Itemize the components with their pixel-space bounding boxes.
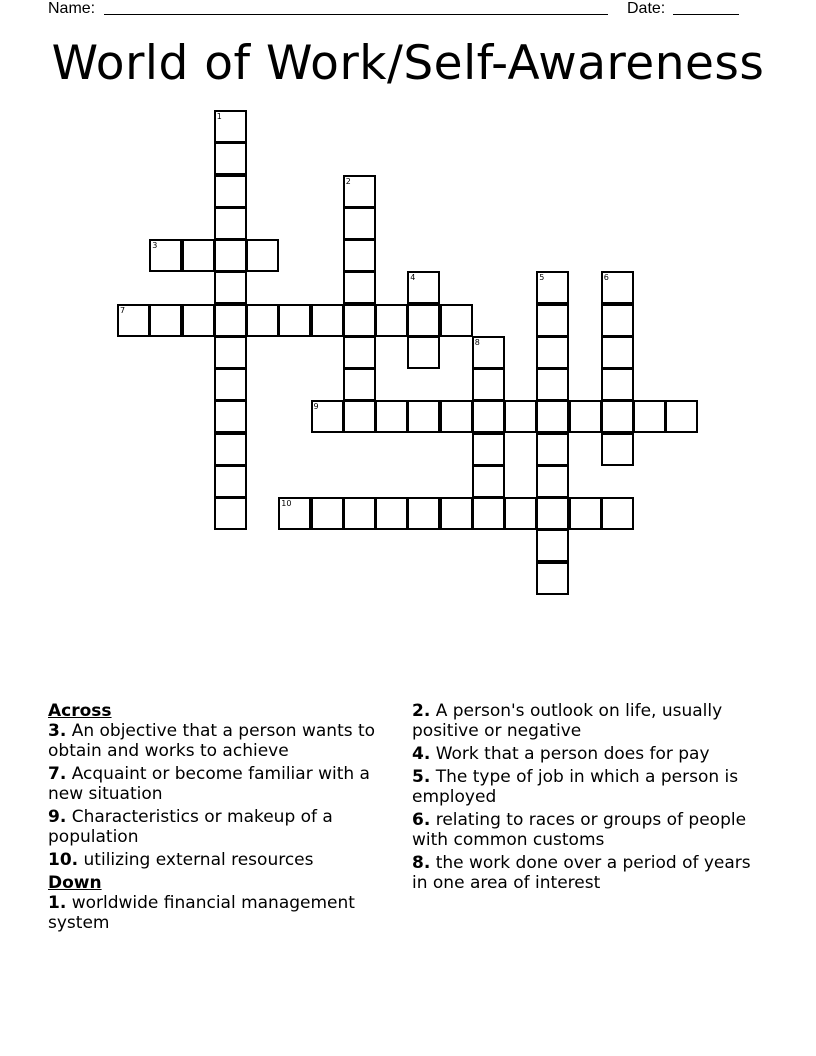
clue-number: 5 xyxy=(539,273,545,283)
clue-number: 2 xyxy=(345,176,351,186)
grid-cell[interactable] xyxy=(536,562,569,595)
grid-cell[interactable] xyxy=(311,304,344,337)
grid-cell[interactable] xyxy=(214,400,247,433)
grid-cell[interactable] xyxy=(343,497,376,530)
grid-cell[interactable] xyxy=(343,239,376,272)
clue-across-10: 10. utilizing external resources xyxy=(48,850,314,870)
grid-cell[interactable] xyxy=(536,336,569,369)
grid-cell[interactable] xyxy=(569,497,602,530)
grid-cell[interactable] xyxy=(182,239,215,272)
grid-cell[interactable] xyxy=(214,142,247,175)
grid-cell[interactable] xyxy=(536,400,569,433)
clue-number: 8 xyxy=(474,337,480,347)
clue-number: 6 xyxy=(603,273,609,283)
clue-down-2: 2. A person's outlook on life, usually positive or negative xyxy=(412,701,723,741)
grid-cell[interactable] xyxy=(214,433,247,466)
across-clue-list xyxy=(48,721,388,870)
grid-cell[interactable] xyxy=(569,400,602,433)
grid-cell[interactable] xyxy=(214,368,247,401)
clue-down-4: 4. Work that a person does for pay xyxy=(412,744,710,764)
clue-down-1: 1. worldwide financial management system xyxy=(48,893,355,933)
grid-cell[interactable] xyxy=(536,529,569,562)
grid-cell[interactable] xyxy=(472,400,505,433)
grid-cell[interactable] xyxy=(601,336,634,369)
grid-cell[interactable] xyxy=(214,110,247,143)
grid-cell[interactable] xyxy=(375,497,408,530)
across-heading: Across xyxy=(48,701,112,721)
clue-down-5: 5. The type of job in which a person is employed xyxy=(412,767,739,807)
grid-cell[interactable] xyxy=(375,400,408,433)
grid-cell[interactable] xyxy=(440,400,473,433)
grid-cell[interactable] xyxy=(343,368,376,401)
grid-cell[interactable] xyxy=(214,239,247,272)
grid-cell[interactable] xyxy=(601,368,634,401)
grid-cell[interactable] xyxy=(343,304,376,337)
grid-cell[interactable] xyxy=(536,368,569,401)
grid-cell[interactable] xyxy=(504,497,537,530)
grid-cell[interactable] xyxy=(214,271,247,304)
grid-cell[interactable] xyxy=(214,175,247,208)
grid-cell[interactable] xyxy=(601,497,634,530)
grid-cell[interactable] xyxy=(472,336,505,369)
grid-cell[interactable] xyxy=(214,336,247,369)
grid-cell[interactable] xyxy=(311,400,344,433)
grid-cell[interactable] xyxy=(536,304,569,337)
clue-number: 7 xyxy=(120,305,126,315)
grid-cell[interactable] xyxy=(536,497,569,530)
grid-cell[interactable] xyxy=(504,400,537,433)
down-heading: Down xyxy=(48,873,102,893)
clue-across-7: 7. Acquaint or become familiar with a new situation xyxy=(48,764,370,804)
grid-cell[interactable] xyxy=(407,336,440,369)
clue-across-3: 3. An objective that a person wants to obtain and works to achieve xyxy=(48,721,376,761)
clue-down-6: 6. relating to races or groups of people with common customs xyxy=(412,810,747,850)
grid-cell[interactable] xyxy=(214,465,247,498)
grid-cell[interactable] xyxy=(665,400,698,433)
clue-across-9: 9. Characteristics or makeup of a population xyxy=(48,807,333,847)
clues-left-column xyxy=(48,701,388,936)
grid-cell[interactable] xyxy=(536,433,569,466)
clues-right-column xyxy=(412,701,762,896)
grid-cell[interactable] xyxy=(601,400,634,433)
grid-cell[interactable] xyxy=(472,368,505,401)
grid-cell[interactable] xyxy=(246,304,279,337)
grid-cell[interactable] xyxy=(601,271,634,304)
grid-cell[interactable] xyxy=(246,239,279,272)
grid-cell[interactable] xyxy=(343,175,376,208)
grid-cell[interactable] xyxy=(182,304,215,337)
grid-cell[interactable] xyxy=(407,271,440,304)
grid-cell[interactable] xyxy=(407,497,440,530)
grid-cell[interactable] xyxy=(472,433,505,466)
grid-cell[interactable] xyxy=(311,497,344,530)
grid-cell[interactable] xyxy=(440,497,473,530)
grid-cell[interactable] xyxy=(536,271,569,304)
grid-cell[interactable] xyxy=(214,207,247,240)
grid-cell[interactable] xyxy=(149,304,182,337)
date-label: Date: xyxy=(627,0,666,17)
grid-cell[interactable] xyxy=(440,304,473,337)
grid-cell[interactable] xyxy=(149,239,182,272)
grid-cell[interactable] xyxy=(343,271,376,304)
name-label: Name: xyxy=(48,0,96,17)
grid-cell[interactable] xyxy=(536,465,569,498)
grid-cell[interactable] xyxy=(472,497,505,530)
clue-number: 9 xyxy=(313,402,319,412)
grid-cell[interactable] xyxy=(343,207,376,240)
grid-cell[interactable] xyxy=(407,400,440,433)
grid-cell[interactable] xyxy=(343,336,376,369)
clue-number: 1 xyxy=(216,112,222,121)
clue-down-8: 8. the work done over a period of years in one area of interest xyxy=(412,853,751,893)
grid-cell[interactable] xyxy=(278,497,311,530)
grid-cell[interactable] xyxy=(214,497,247,530)
grid-cell[interactable] xyxy=(601,304,634,337)
grid-cell[interactable] xyxy=(278,304,311,337)
clue-number: 10 xyxy=(281,499,292,508)
grid-cell[interactable] xyxy=(633,400,666,433)
grid-cell[interactable] xyxy=(601,433,634,466)
puzzle-title: World of Work/Self-Awareness xyxy=(51,36,765,91)
grid-cell[interactable] xyxy=(343,400,376,433)
grid-cell[interactable] xyxy=(472,465,505,498)
grid-cell[interactable] xyxy=(375,304,408,337)
grid-cell[interactable] xyxy=(214,304,247,337)
clue-number: 3 xyxy=(152,241,158,250)
grid-cell[interactable] xyxy=(407,304,440,337)
grid-cell[interactable] xyxy=(117,304,150,337)
clue-number: 4 xyxy=(410,273,416,283)
